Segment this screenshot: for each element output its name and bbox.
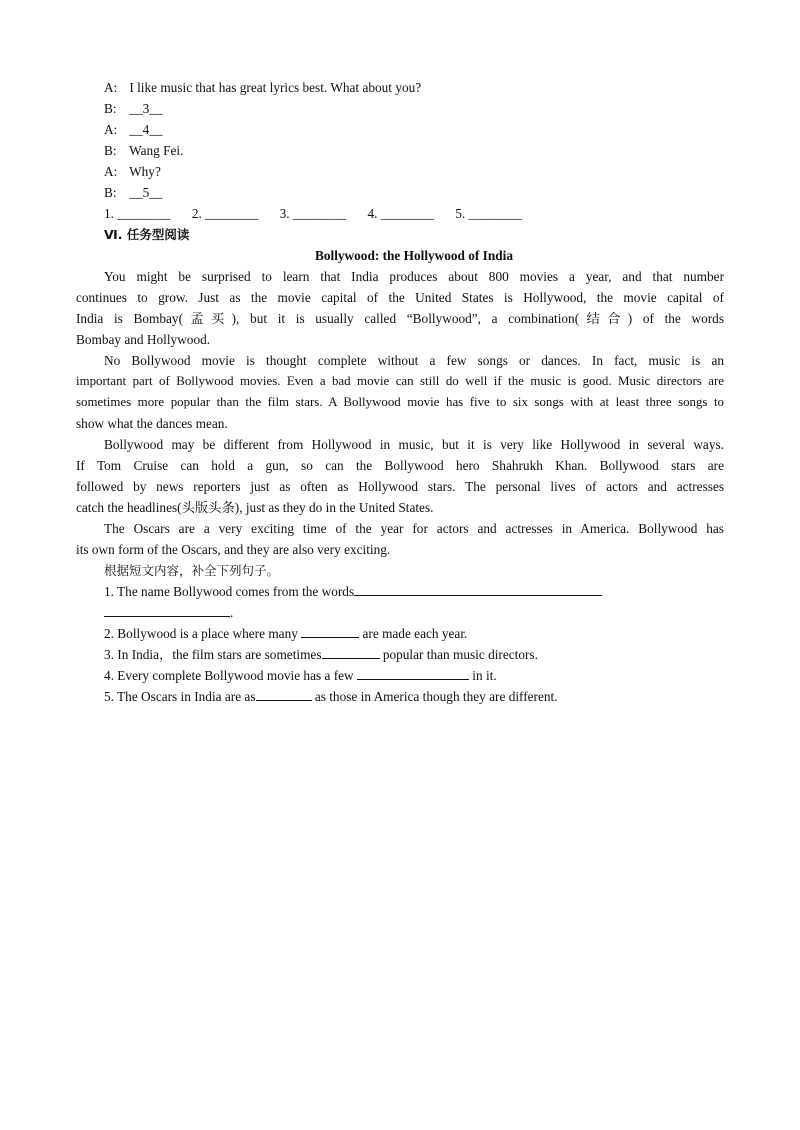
speaker-label: A: (104, 80, 118, 95)
question-text: 5. The Oscars in India are as (104, 689, 256, 704)
question-text: . (230, 605, 234, 620)
answer-blank[interactable]: 1. ________ (104, 206, 171, 221)
dialogue-blank: __3__ (129, 101, 163, 116)
passage-line: You might be surprised to learn that India produces about 800 movies a year, and that number (104, 269, 724, 284)
answer-underline[interactable] (322, 646, 380, 659)
question-text: as those in America though they are different. (311, 689, 558, 704)
question-text: 1. The name Bollywood comes from the words (104, 584, 355, 599)
dialogue-line (104, 182, 752, 203)
dialogue-line (104, 161, 752, 182)
passage-line: If Tom Cruise can hold a gun, so can the Bollywood hero Shahrukh Khan. Bollywood stars are (76, 458, 724, 473)
passage-title: Bollywood: the Hollywood of India (314, 248, 513, 263)
passage-line: Bollywood may be different from Hollywood in music, but it is very like Hollywood in several ways. (104, 437, 724, 452)
passage-line: catch the headlines(头版头条), just as they do in the United States. (76, 500, 434, 515)
answer-underline[interactable] (256, 688, 312, 701)
dialogue-line (104, 119, 752, 140)
question-text: 3. In India，the film stars are sometimes (104, 647, 322, 662)
speaker-label: A: (104, 122, 118, 137)
question-1 (104, 581, 752, 602)
question-text: 4. Every complete Bollywood movie has a few (104, 668, 357, 683)
passage-line: Bombay and Hollywood. (76, 332, 211, 347)
passage-line: followed by news reporters just as often as Hollywood stars. The personal lives of actors and actresses (76, 479, 724, 494)
dialogue-line (104, 77, 752, 98)
passage-line: No Bollywood movie is thought complete without a few songs or dances. In fact, music is an (104, 353, 724, 368)
dialogue-text: Wang Fei. (129, 143, 184, 158)
question-text: are made each year. (359, 626, 468, 641)
dialogue-line (104, 140, 752, 161)
question-4 (104, 665, 752, 686)
dialogue-blank: __5__ (129, 185, 163, 200)
question-text: 2. Bollywood is a place where many (104, 626, 302, 641)
answer-blank[interactable]: 5. ________ (455, 206, 522, 221)
question-text: in it. (468, 668, 497, 683)
dialogue-text: I like music that has great lyrics best. What about you? (129, 80, 422, 95)
answer-underline[interactable] (357, 667, 469, 680)
answer-blank[interactable]: 3. ________ (279, 206, 347, 221)
passage-line: The Oscars are a very exciting time of the year for actors and actresses in America. Bollywood has (104, 521, 724, 536)
passage-line: its own form of the Oscars, and they are also very exciting. (76, 542, 391, 557)
speaker-label: B: (104, 143, 117, 158)
question-text: popular than music directors. (379, 647, 538, 662)
answer-line (104, 203, 752, 224)
question-1-continuation (104, 602, 752, 623)
dialogue-text: Why? (129, 164, 161, 179)
answer-underline[interactable] (301, 625, 359, 638)
passage-line: important part of Bollywood movies. Even a bad movie can still do well if the music is good. Music directors are (76, 374, 724, 388)
passage-line: continues to grow. Just as the movie capital of the United States is Hollywood, the movie capital of (76, 290, 724, 305)
answer-underline[interactable] (104, 604, 230, 617)
task-instruction: 根据短文内容，补全下列句子。 (104, 563, 280, 578)
speaker-label: A: (104, 164, 118, 179)
section-heading: Ⅵ. 任务型阅读 (104, 227, 190, 242)
passage-line: India is Bombay(孟买), but it is usually called “Bollywood”, a combination(结合) of the words (76, 311, 724, 326)
question-2 (104, 623, 752, 644)
answer-blank[interactable]: 2. ________ (191, 206, 259, 221)
dialogue-line (104, 98, 752, 119)
question-5 (104, 686, 752, 707)
answer-underline[interactable] (354, 583, 602, 596)
answer-blank[interactable]: 4. ________ (367, 206, 434, 221)
passage-line: sometimes more popular than the film stars. A Bollywood movie has five to six songs with at least three songs to (76, 395, 724, 409)
speaker-label: B: (104, 185, 117, 200)
dialogue-blank: __4__ (129, 122, 163, 137)
question-3 (104, 644, 752, 665)
passage-line: show what the dances mean. (76, 416, 228, 431)
speaker-label: B: (104, 101, 117, 116)
